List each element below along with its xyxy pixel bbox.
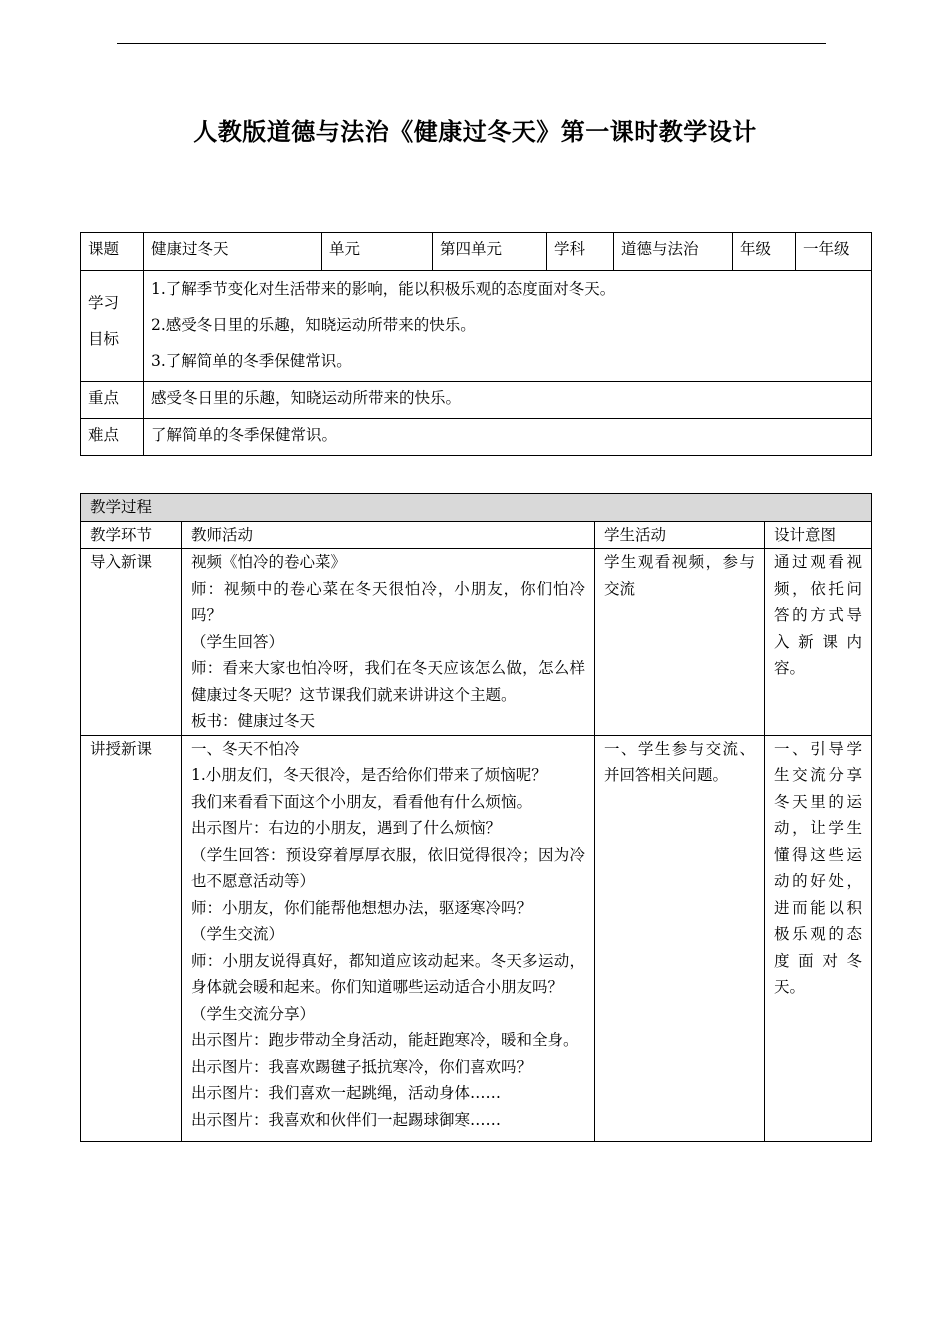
key-point-label: 重点 [81, 382, 144, 419]
teacher-line: 师：视频中的卷心菜在冬天很怕冷，小朋友，你们怕冷吗？ [191, 579, 585, 624]
info-header-row [81, 233, 872, 271]
topic-label: 课题 [81, 233, 144, 271]
difficulty-value: 了解简单的冬季保健常识。 [144, 419, 872, 456]
teacher-line: 出示图片：右边的小朋友，遇到了什么烦恼？ [191, 819, 502, 837]
process-row-intro [81, 549, 872, 736]
stage-cell: 导入新课 [81, 549, 182, 736]
stage-cell: 讲授新课 [81, 735, 182, 1142]
goals-row [81, 271, 872, 382]
header-teacher: 教师活动 [182, 521, 595, 549]
teacher-line: （学生回答） [191, 632, 285, 651]
lesson-info-table [80, 232, 872, 456]
teacher-line: 出示图片：我们喜欢一起跳绳，活动身体…… [191, 1084, 502, 1102]
goal-item: 2.感受冬日里的乐趣，知晓运动所带来的快乐。 [151, 316, 476, 334]
goals-label [81, 271, 144, 382]
teacher-line: 出示图片：跑步带动全身活动，能赶跑寒冷，暖和全身。 [191, 1031, 579, 1049]
teacher-line: 师：小朋友说得真好，都知道应该动起来。冬天多运动，身体就会暖和起来。你们知道哪些运动适合小朋友吗？ [191, 951, 585, 996]
unit-label: 单元 [322, 233, 433, 271]
teacher-line: （学生交流） [191, 925, 285, 943]
teacher-line: 我们来看看下面这个小朋友，看看他有什么烦恼。 [191, 792, 533, 811]
goal-item: 1.了解季节变化对生活带来的影响，能以积极乐观的态度面对冬天。 [151, 280, 616, 298]
teacher-line: （学生交流分享） [191, 1004, 316, 1023]
teacher-line: （学生回答：预设穿着厚厚衣服，依旧觉得很冷；因为冷也不愿意活动等） [191, 845, 585, 890]
design-intent-cell: 一、引导学生交流分享冬天里的运动，让学生懂得这些运动的好处，进而能以积极乐观的态度面对冬天。 [765, 735, 872, 1142]
header-rule [117, 43, 826, 44]
grade-value: 一年级 [796, 233, 872, 271]
teaching-process-table [80, 493, 872, 1142]
teacher-activity-cell [182, 549, 595, 736]
topic-value: 健康过冬天 [144, 233, 322, 271]
teacher-line: 1.小朋友们，冬天很冷，是否给你们带来了烦恼呢？ [191, 766, 547, 784]
teacher-line: 出示图片：我喜欢踢毽子抵抗寒冷，你们喜欢吗？ [191, 1057, 533, 1076]
teacher-line: 视频《怕冷的卷心菜》 [191, 553, 347, 571]
goal-item: 3.了解简单的冬季保健常识。 [151, 352, 352, 370]
unit-value: 第四单元 [433, 233, 547, 271]
teacher-line: 师：看来大家也怕冷呀，我们在冬天应该怎么做，怎么样健康过冬天呢？这节课我们就来讲讲这个主题。 [191, 659, 585, 704]
goals-list [144, 271, 872, 382]
teacher-activity-cell [182, 735, 595, 1142]
teacher-line: 板书：健康过冬天 [191, 712, 316, 730]
process-banner: 教学过程 [81, 494, 872, 522]
student-activity-cell: 学生观看视频，参与交流 [595, 549, 765, 736]
teacher-line: 出示图片：我喜欢和伙伴们一起踢球御寒…… [191, 1110, 502, 1129]
process-row-teaching [81, 735, 872, 1142]
difficulty-row [81, 419, 872, 456]
design-intent-cell: 通过观看视频，依托问答的方式导入新课内容。 [765, 549, 872, 736]
teacher-line: 一、冬天不怕冷 [191, 739, 300, 758]
process-banner-row [81, 494, 872, 522]
header-intent: 设计意图 [765, 521, 872, 549]
subject-label: 学科 [547, 233, 614, 271]
goals-label-line1: 学习 [88, 294, 120, 312]
key-point-row [81, 382, 872, 419]
goals-label-line2: 目标 [88, 330, 120, 348]
key-point-value: 感受冬日里的乐趣，知晓运动所带来的快乐。 [144, 382, 872, 419]
process-header-row [81, 521, 872, 549]
header-student: 学生活动 [595, 521, 765, 549]
difficulty-label: 难点 [81, 419, 144, 456]
document-title: 人教版道德与法治《健康过冬天》第一课时教学设计 [193, 118, 757, 146]
grade-label: 年级 [733, 233, 796, 271]
student-activity-cell: 一、学生参与交流、并回答相关问题。 [595, 735, 765, 1142]
teacher-line: 师：小朋友，你们能帮他想想办法，驱逐寒冷吗？ [191, 898, 533, 917]
header-stage: 教学环节 [81, 521, 182, 549]
subject-value: 道德与法治 [614, 233, 733, 271]
